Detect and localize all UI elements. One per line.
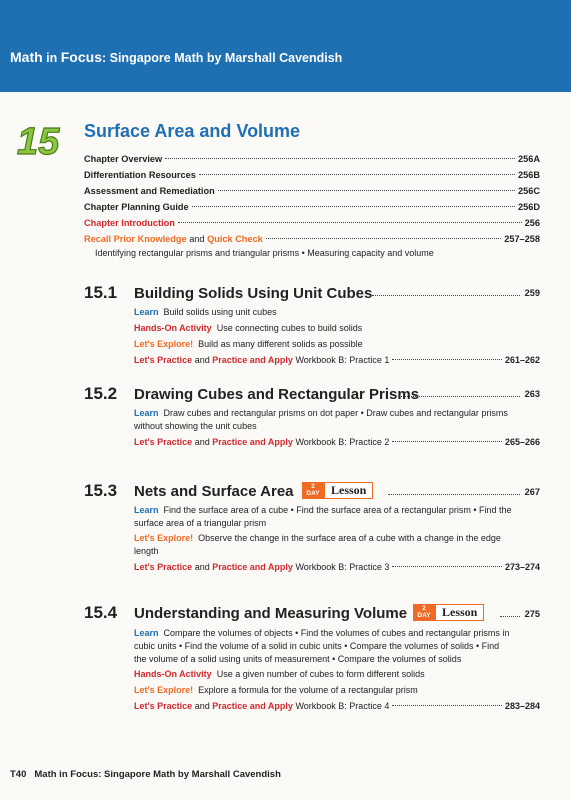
section-line <box>134 306 277 319</box>
footer-title: Math in Focus: Singapore Math by Marshall Cavendish <box>34 769 281 780</box>
section-line <box>134 684 418 697</box>
toc-page: 256D <box>518 202 540 212</box>
dot-leader <box>372 295 520 296</box>
day-count: 2 DAY <box>413 604 435 621</box>
line-key: Hands-On Activity <box>134 669 212 679</box>
footer-page-number: T40 <box>10 769 27 780</box>
header-banner <box>0 0 571 92</box>
toc-row-assessment[interactable] <box>84 184 540 198</box>
dot-leader <box>199 174 515 175</box>
dot-leader <box>165 158 515 159</box>
section-title[interactable]: Nets and Surface Area <box>134 483 294 500</box>
line-text: Compare the volumes of objects • Find the volumes of cubes and rectangular prisms in <box>163 628 510 638</box>
practice-key-2: Practice and Apply <box>212 701 293 711</box>
practice-text: Workbook B: Practice 3 <box>295 562 390 572</box>
toc-label: Chapter Overview <box>84 154 163 164</box>
section-line <box>134 504 512 517</box>
practice-and: and <box>194 562 210 572</box>
lesson-day-tag <box>302 482 373 499</box>
toc-row-overview[interactable] <box>84 152 540 166</box>
practice-and: and <box>194 355 210 365</box>
toc-page: 256C <box>518 186 540 196</box>
toc-row-planning[interactable] <box>84 200 540 214</box>
toc-label: Recall Prior Knowledge <box>84 234 187 244</box>
practice-key: Let's Practice <box>134 437 193 447</box>
chapter-title: Surface Area and Volume <box>84 121 301 141</box>
section-line-cont: cubic units • Find the volume of a solid in cubic units • Compare the volumes of solids • Find <box>134 641 500 651</box>
practice-page: 273–274 <box>504 562 540 572</box>
dot-leader <box>192 206 515 207</box>
line-text: Draw cubes and rectangular prisms on dot paper • Draw cubes and rectangular prisms <box>163 408 508 418</box>
practice-line <box>134 561 540 574</box>
section-line-cont: surface area of a triangular prism <box>134 518 267 528</box>
section-number: 15.3 <box>84 481 118 500</box>
toc-row-differentiation[interactable] <box>84 168 540 182</box>
day-count: 2 DAY <box>302 482 324 499</box>
lesson-day-tag <box>413 604 484 621</box>
practice-line <box>134 354 540 367</box>
practice-key: Let's Practice <box>134 701 193 711</box>
section-line <box>134 338 363 351</box>
practice-text: Workbook B: Practice 1 <box>295 355 390 365</box>
toc-label: Chapter Planning Guide <box>84 202 189 212</box>
page-footer <box>10 769 281 780</box>
dot-leader <box>392 359 502 360</box>
toc-row-introduction[interactable] <box>84 216 540 230</box>
section-title[interactable]: Understanding and Measuring Volume <box>134 605 408 622</box>
practice-text: Workbook B: Practice 2 <box>295 437 390 447</box>
section-number: 15.1 <box>84 283 118 302</box>
dot-leader <box>392 705 502 706</box>
dot-leader <box>392 566 502 567</box>
toc-label: Differentiation Resources <box>84 170 196 180</box>
line-text: Explore a formula for the volume of a rectangular prism <box>198 685 418 695</box>
dot-leader <box>392 441 502 442</box>
section-line <box>134 322 362 335</box>
lesson-label: Lesson <box>435 604 484 621</box>
toc-page: 257–258 <box>504 234 540 244</box>
line-key: Learn <box>134 307 159 317</box>
dot-leader <box>218 190 515 191</box>
toc-row-recall[interactable] <box>84 232 540 246</box>
chapter-number-badge <box>13 118 73 160</box>
line-text: Build solids using unit cubes <box>163 307 277 317</box>
line-text: Use connecting cubes to build solids <box>216 323 363 333</box>
toc-label-quick-check: Quick Check <box>207 234 263 244</box>
practice-key-2: Practice and Apply <box>212 562 293 572</box>
series-title: Math in Focus: Singapore Math by Marshall Cavendish <box>10 49 343 65</box>
practice-line <box>134 700 540 713</box>
section-line-cont: length <box>134 546 159 556</box>
line-text: Find the surface area of a cube • Find the surface area of a rectangular prism • Find the <box>163 505 512 515</box>
line-key: Learn <box>134 408 159 418</box>
line-key: Learn <box>134 505 159 515</box>
practice-key-2: Practice and Apply <box>212 355 293 365</box>
toc-label: Assessment and Remediation <box>84 186 215 196</box>
section-line <box>134 532 501 545</box>
line-key: Let's Explore! <box>134 339 194 349</box>
toc-label-and: and <box>189 234 205 244</box>
dot-leader <box>178 222 522 223</box>
section-page: 275 <box>524 609 540 619</box>
practice-key: Let's Practice <box>134 355 193 365</box>
line-text: Build as many different solids as possible <box>198 339 363 349</box>
line-key: Let's Explore! <box>134 685 194 695</box>
dot-leader <box>388 494 520 495</box>
practice-page: 265–266 <box>504 437 540 447</box>
line-text: Use a given number of cubes to form different solids <box>216 669 425 679</box>
practice-page: 261–262 <box>504 355 540 365</box>
section-page: 267 <box>524 487 540 497</box>
line-key: Let's Explore! <box>134 533 194 543</box>
section-page: 263 <box>524 389 540 399</box>
dot-leader <box>398 396 520 397</box>
practice-text: Workbook B: Practice 4 <box>295 701 390 711</box>
practice-and: and <box>194 437 210 447</box>
section-page: 259 <box>524 288 540 298</box>
practice-key-2: Practice and Apply <box>212 437 293 447</box>
section-number: 15.2 <box>84 384 118 403</box>
line-key: Hands-On Activity <box>134 323 212 333</box>
line-key: Learn <box>134 628 159 638</box>
section-title[interactable]: Drawing Cubes and Rectangular Prisms <box>134 386 420 403</box>
toc-label: Chapter Introduction <box>84 218 175 228</box>
practice-page: 283–284 <box>504 701 540 711</box>
section-line-cont: the volume of a solid using units of measurement • Compare the volumes of solids <box>134 654 462 664</box>
section-line-cont: without showing the unit cubes <box>134 421 257 431</box>
toc-page: 256B <box>518 170 540 180</box>
toc-page: 256 <box>524 218 540 228</box>
practice-key: Let's Practice <box>134 562 193 572</box>
practice-and: and <box>194 701 210 711</box>
dot-leader <box>500 616 520 617</box>
dot-leader <box>266 238 501 239</box>
toc-page: 256A <box>518 154 540 164</box>
section-line <box>134 668 425 681</box>
lesson-label: Lesson <box>324 482 373 499</box>
section-line <box>134 407 508 420</box>
section-title[interactable]: Building Solids Using Unit Cubes <box>134 285 373 302</box>
toc-note: Identifying rectangular prisms and triangular prisms • Measuring capacity and volume <box>95 248 434 258</box>
section-line <box>134 627 509 640</box>
practice-line <box>134 436 540 449</box>
line-text: Observe the change in the surface area of a cube with a change in the edge <box>198 533 501 543</box>
chapter-number: 15 <box>17 121 60 160</box>
section-number: 15.4 <box>84 603 118 622</box>
